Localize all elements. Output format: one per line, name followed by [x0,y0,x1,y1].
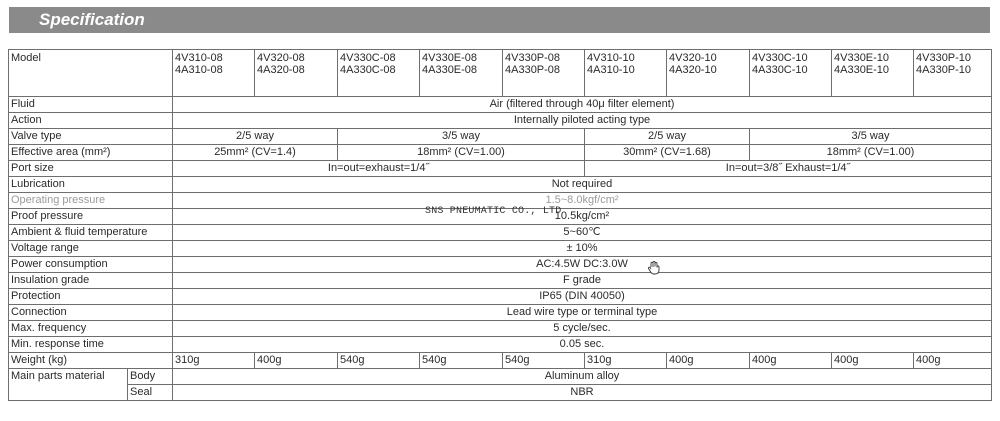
ambient-temp-row [9,225,992,241]
min-response-label: Min. response time [9,337,173,353]
weight-row [9,353,992,369]
voltage-range-row [9,241,992,257]
model-cell: 4V330P-10 4A330P-10 [914,50,992,97]
port-size-value: In=out=exhaust=1/4˝ [173,161,585,177]
weight-value: 540g [503,353,585,369]
min-response-row [9,337,992,353]
effective-area-value: 18mm² (CV=1.00) [750,145,992,161]
lubrication-row [9,177,992,193]
weight-label: Weight (kg) [9,353,173,369]
effective-area-row [9,145,992,161]
fluid-value: Air (filtered through 40μ filter element) [173,97,992,113]
model-label: Model [9,50,173,97]
voltage-range-value: ± 10% [173,241,992,257]
weight-value: 400g [914,353,992,369]
weight-value: 400g [667,353,750,369]
specification-table [8,49,992,401]
model-cell: 4V330E-08 4A330E-08 [420,50,503,97]
ambient-temp-label: Ambient & fluid temperature [9,225,173,241]
valve-type-row [9,129,992,145]
proof-pressure-label: Proof pressure [9,209,173,225]
model-cell: 4V330C-08 4A330C-08 [338,50,420,97]
port-size-value: In=out=3/8˝ Exhaust=1/4˝ [585,161,992,177]
fluid-row [9,97,992,113]
model-cell: 4V330E-10 4A330E-10 [832,50,914,97]
weight-value: 400g [832,353,914,369]
valve-type-value: 2/5 way [173,129,338,145]
protection-value: IP65 (DIN 40050) [173,289,992,305]
valve-type-value: 3/5 way [338,129,585,145]
ambient-temp-value: 5~60℃ [173,225,992,241]
model-cell: 4V320-10 4A320-10 [667,50,750,97]
seal-label: Seal [128,385,173,401]
watermark-text: SNS PNEUMATIC CO., LTD [425,206,562,217]
action-value: Internally piloted acting type [173,113,992,129]
fluid-label: Fluid [9,97,173,113]
min-response-value: 0.05 sec. [173,337,992,353]
effective-area-value: 30mm² (CV=1.68) [585,145,750,161]
operating-pressure-value: 1.5~8.0kgf/cm² [173,193,992,209]
effective-area-value: 25mm² (CV=1.4) [173,145,338,161]
model-cell: 4V320-08 4A320-08 [255,50,338,97]
model-row [9,50,992,97]
weight-value: 400g [750,353,832,369]
lubrication-label: Lubrication [9,177,173,193]
max-frequency-row [9,321,992,337]
power-value: AC:4.5W DC:3.0W [173,257,992,273]
protection-label: Protection [9,289,173,305]
port-size-row [9,161,992,177]
power-label: Power consumption [9,257,173,273]
max-frequency-label: Max. frequency [9,321,173,337]
weight-value: 540g [338,353,420,369]
insulation-label: Insulation grade [9,273,173,289]
effective-area-label: Effective area (mm²) [9,145,173,161]
connection-row [9,305,992,321]
model-cell: 4V330C-10 4A330C-10 [750,50,832,97]
power-row [9,257,992,273]
proof-pressure-value: 10.5kg/cm² [173,209,992,225]
insulation-value: F grade [173,273,992,289]
weight-value: 540g [420,353,503,369]
valve-type-label: Valve type [9,129,173,145]
seal-material-row [9,385,992,401]
action-row [9,113,992,129]
voltage-range-label: Voltage range [9,241,173,257]
seal-value: NBR [173,385,992,401]
connection-value: Lead wire type or terminal type [173,305,992,321]
body-value: Aluminum alloy [173,369,992,385]
protection-row [9,289,992,305]
weight-value: 310g [585,353,667,369]
body-material-row [9,369,992,385]
port-size-label: Port size [9,161,173,177]
valve-type-value: 2/5 way [585,129,750,145]
main-parts-label: Main parts material [9,369,128,401]
insulation-row [9,273,992,289]
lubrication-value: Not required [173,177,992,193]
hand-cursor-icon [647,261,661,275]
weight-value: 400g [255,353,338,369]
weight-value: 310g [173,353,255,369]
body-label: Body [128,369,173,385]
model-cell: 4V310-08 4A310-08 [173,50,255,97]
effective-area-value: 18mm² (CV=1.00) [338,145,585,161]
action-label: Action [9,113,173,129]
operating-pressure-label: Operating pressure [9,193,173,209]
spec-header-bar [9,7,990,33]
connection-label: Connection [9,305,173,321]
model-cell: 4V330P-08 4A330P-08 [503,50,585,97]
valve-type-value: 3/5 way [750,129,992,145]
model-cell: 4V310-10 4A310-10 [585,50,667,97]
max-frequency-value: 5 cycle/sec. [173,321,992,337]
spec-title: Specification [39,10,145,29]
